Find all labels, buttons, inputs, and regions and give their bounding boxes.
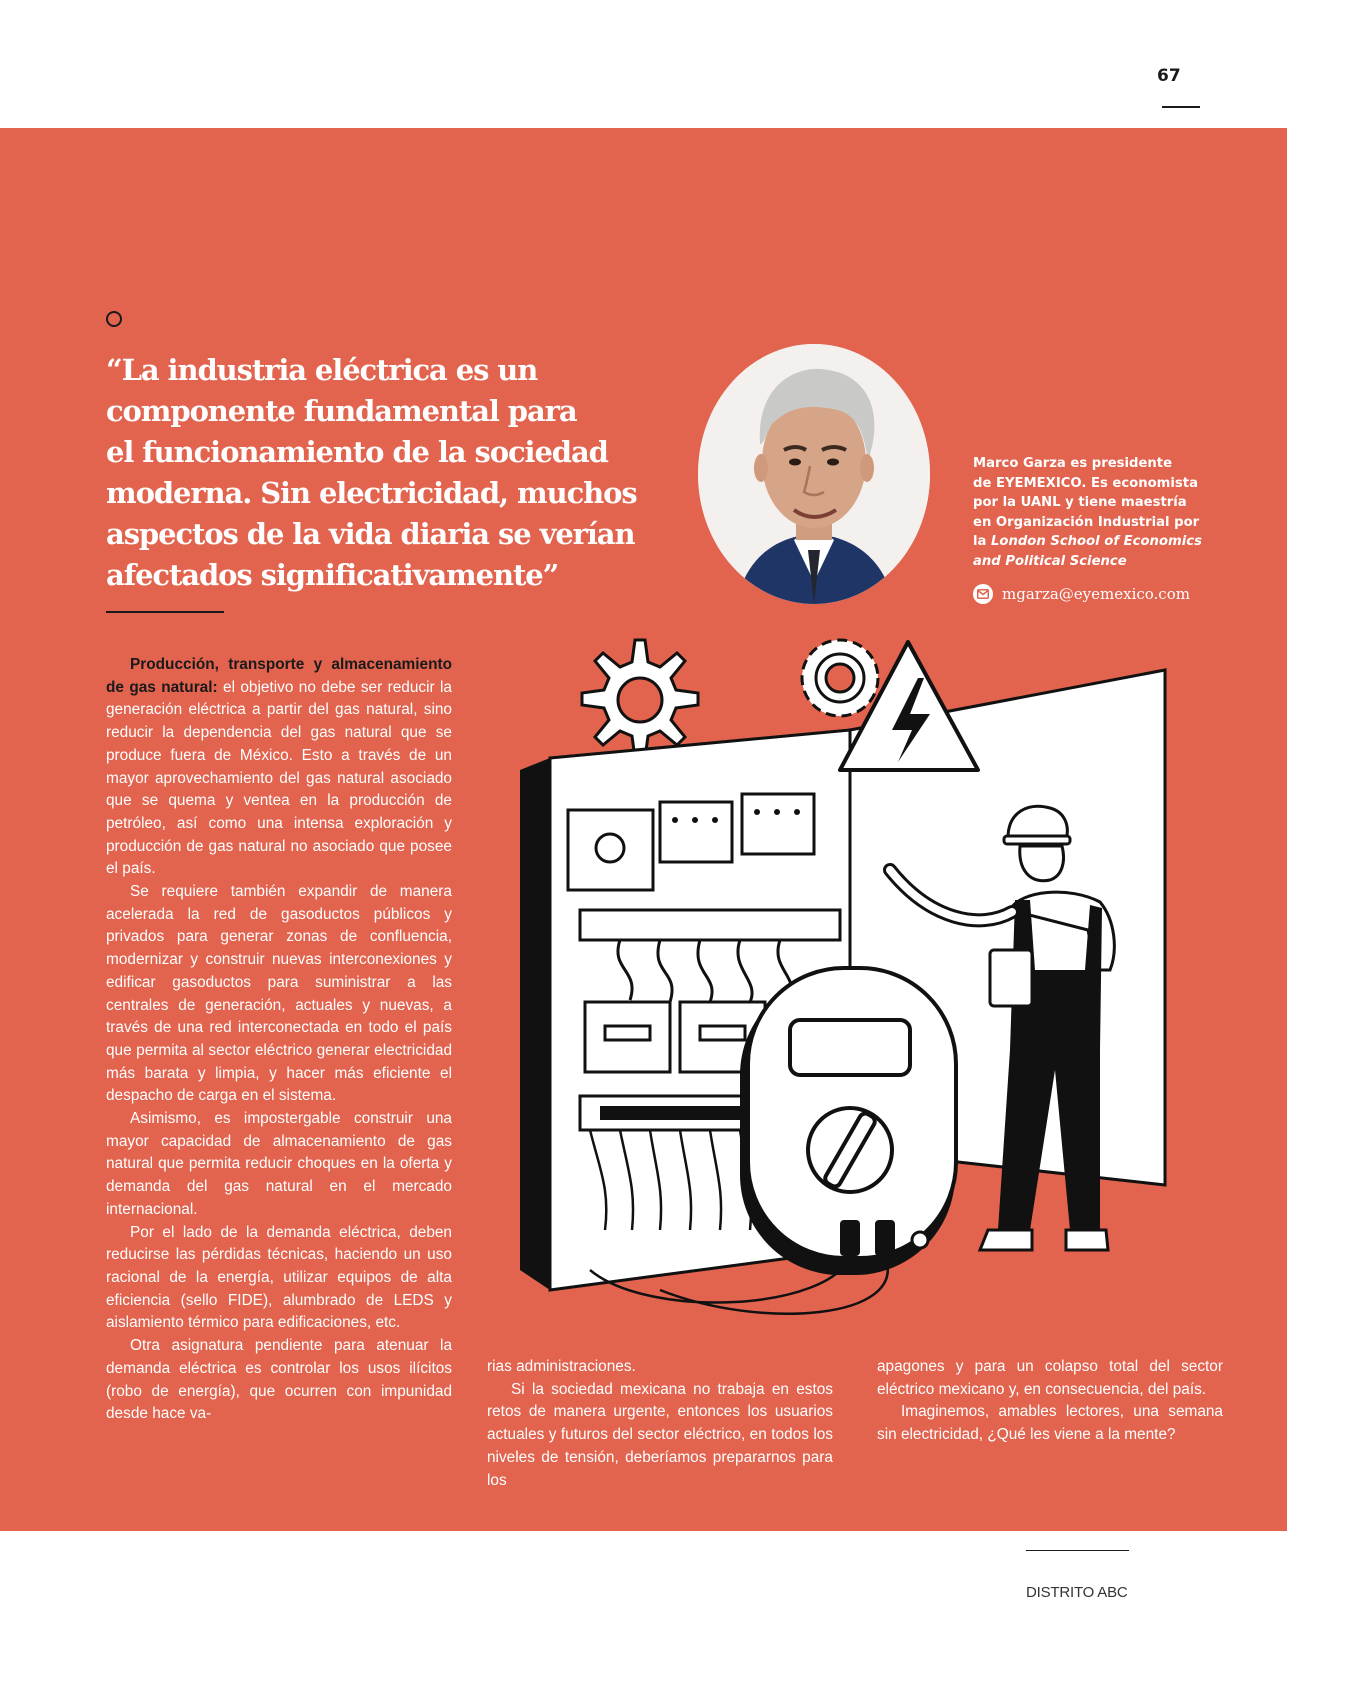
article-paragraph: Asimismo, es impostergable construir una mayor capacidad de almacenamiento de gas natural que permita reducir choques en la oferta y demanda del gas natural en el mercado internacional. (106, 1110, 452, 1218)
pull-quote-line: aspectos de la vida diaria se verían (106, 517, 635, 551)
article-column-1 (106, 654, 452, 1426)
article-paragraph: Otra asignatura pendiente para atenuar la demanda eléctrica es controlar los usos ilícitos (robo de energía), que ocurren con impunidad desde hace va- (106, 1337, 452, 1423)
article-column-3 (877, 1356, 1223, 1447)
electrician-illustration (510, 630, 1180, 1330)
page-number-rule (1162, 106, 1200, 108)
author-bio-line: en Organización Industrial por (973, 514, 1200, 530)
article-paragraph: Si la sociedad mexicana no trabaja en estos retos de manera urgente, entonces los usuarios actuales y futuros del sector eléctrico, en todos los niveles de tensión, deberíamos prepararnos para los (487, 1380, 833, 1489)
gear-icon (582, 640, 698, 758)
pull-quote-line: moderna. Sin electricidad, muchos (106, 476, 637, 510)
author-bio (973, 454, 1233, 572)
mail-icon (973, 584, 993, 604)
author-email-row[interactable] (973, 583, 1190, 605)
pull-quote-line: el funcionamiento de la sociedad (106, 435, 608, 469)
page-number: 67 (1157, 66, 1181, 86)
author-bio-school: London School of Economics (991, 534, 1202, 550)
author-bio-line: de EYEMEXICO. Es economista (973, 475, 1198, 491)
section-marker-circle (106, 311, 122, 327)
article-paragraph: apagones y para un colapso total del sector eléctrico mexicano y, en consecuencia, del país. (877, 1358, 1223, 1398)
pull-quote-line: “La industria eléctrica es un (106, 353, 538, 387)
article-paragraph: Por el lado de la demanda eléctrica, deben reducirse las pérdidas técnicas, haciendo un uso racional de la energía, utilizar equipos de alta eficiencia (sello FIDE), alumbrado de LEDS y aislamiento térmico para edificaciones, etc. (106, 1223, 452, 1332)
pull-quote (106, 350, 706, 596)
article-paragraph: el objetivo no debe ser reducir la generación eléctrica a partir del gas natural, sino reducir la dependencia del gas natural que se produce fuera de México. Esto a través de un mayor aprovechamiento del gas natural asociado que se quema y ventea en la producción de petróleo, así como una intensa exploración y producción de gas natural no asociado que posee el país. (106, 678, 452, 878)
pull-quote-line: afectados significativamente” (106, 558, 559, 592)
small-gear-icon (802, 640, 878, 716)
author-portrait (698, 344, 930, 604)
author-bio-la: la (973, 534, 992, 550)
article-paragraph: Se requiere también expandir de manera acelerada la red de gasoductos públicos y privados para generar zonas de confluencia, modernizar y construir nuevas interconexiones y edificar gasoductos para suministrar a las centrales de generación, actuales y nuevas, a través de una red interconectada en todo el país que permita al sector eléctrico generar electricidad más barata y limpia, y hacer más eficiente el despacho de carga en el sistema. (106, 883, 452, 1105)
publication-footer: DISTRITO ABC (1026, 1584, 1128, 1601)
pull-quote-rule (106, 611, 224, 613)
article-paragraph: Imaginemos, amables lectores, una semana sin electricidad, ¿Qué les viene a la mente? (877, 1403, 1223, 1444)
article-paragraph: rias administraciones. (487, 1358, 636, 1375)
author-bio-line: por la UANL y tiene maestría (973, 495, 1187, 511)
article-column-2 (487, 1356, 833, 1492)
footer-rule (1026, 1550, 1129, 1551)
author-bio-school-cont: and Political Science (973, 553, 1127, 569)
author-email[interactable]: mgarza@eyemexico.com (1002, 585, 1190, 603)
pull-quote-line: componente fundamental para (106, 394, 577, 428)
article-lead: Producción, transporte y almacenamiento de gas natural: (106, 656, 452, 696)
author-bio-line: Marco Garza es presidente (973, 456, 1173, 471)
